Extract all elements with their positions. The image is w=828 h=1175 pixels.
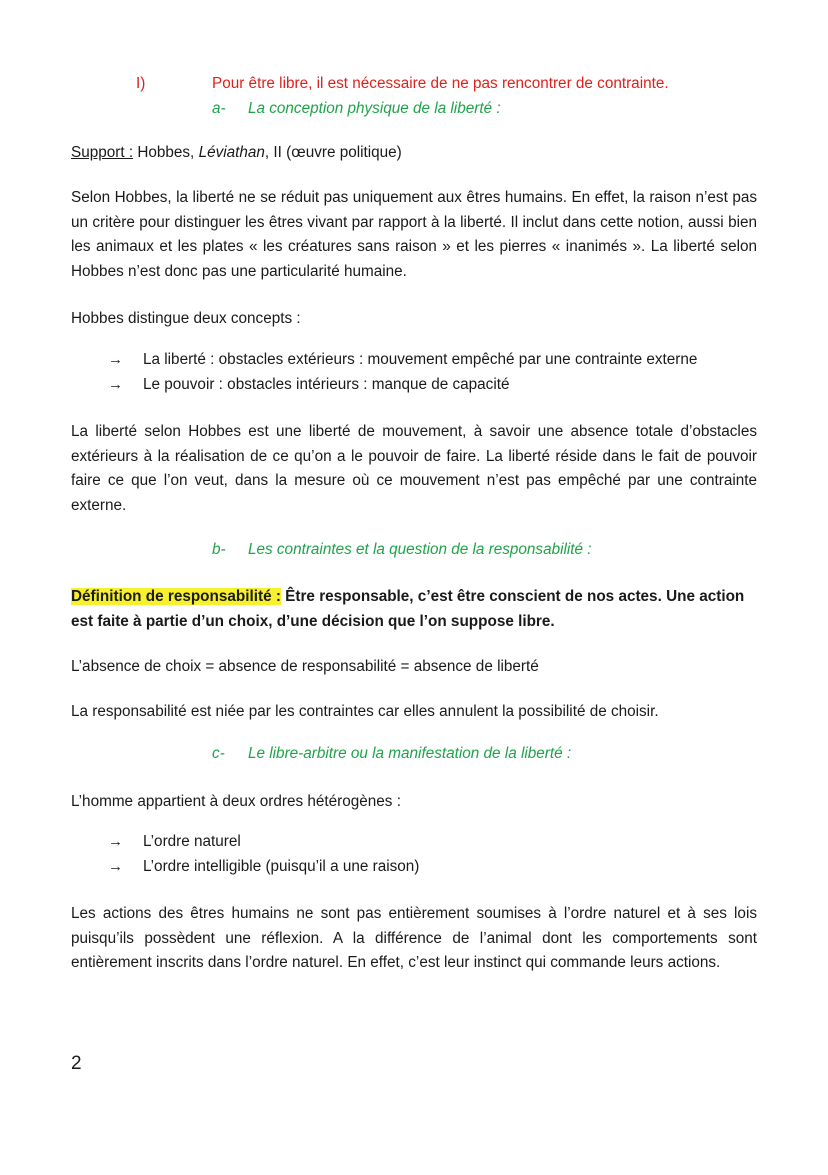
subsection-a-letter: a- (212, 100, 226, 117)
section-number: I) (136, 75, 146, 92)
paragraph-deux-ordres: L’homme appartient à deux ordres hétérogènes : (71, 793, 401, 810)
subsection-b-title: Les contraintes et la question de la responsabilité : (248, 541, 592, 558)
arrow-icon: → (108, 376, 123, 393)
definition-label: Définition de responsabilité : (71, 588, 281, 605)
list-item-ordre-naturel: L’ordre naturel (143, 833, 241, 850)
paragraph-responsabilite-niee: La responsabilité est niée par les contraintes car elles annulent la possibilité de choisir. (71, 703, 659, 720)
support-work: Léviathan (198, 144, 265, 161)
support-author: Hobbes, (137, 144, 195, 161)
list-item-ordre-intelligible: L’ordre intelligible (puisqu’il a une raison) (143, 858, 420, 875)
paragraph-hobbes-intro: Selon Hobbes, la liberté ne se réduit pas uniquement aux êtres humains. En effet, la raison n’est pas un critère pour distinguer les êtres vivant par rapport à la liberté. Il inclut dans cette notion, aussi bien les animaux et les plates « les créatures sans raison » et les pierres « inanimés ». La liberté selon Hobbes n’est donc pas une particularité humaine. (71, 189, 757, 281)
list-item-pouvoir: Le pouvoir : obstacles intérieurs : manque de capacité (143, 376, 510, 393)
support-rest: , II (œuvre politique) (264, 144, 402, 161)
paragraph-liberte-mouvement: La liberté selon Hobbes est une liberté de mouvement, à savoir une absence totale d’obstacles extérieurs à la réalisation de ce qu’on a le pouvoir de faire. La liberté réside dans le fait de pouvoir faire ce que l’on veut, dans la mesure où ce mouvement n’est pas empêché par une contrainte externe. (71, 423, 757, 515)
paragraph-actions-humaines: Les actions des êtres humains ne sont pas entièrement soumises à l’ordre naturel et à ses lois puisqu’ils possèdent une réflexion. A la différence de l’animal dont les comportements sont entièrement inscrits dans l’ordre naturel. En effet, c’est leur instinct qui commande leurs actions. (71, 905, 757, 972)
definition-text: Être responsable, c’est être conscient de nos actes. Une action est faite à partie d’un choix, d’une décision que l’on suppose libre. (71, 588, 745, 630)
arrow-icon: → (108, 833, 123, 850)
subsection-c-letter: c- (212, 745, 225, 762)
section-title: Pour être libre, il est nécessaire de ne pas rencontrer de contrainte. (212, 75, 669, 92)
subsection-a-title: La conception physique de la liberté : (248, 100, 501, 117)
list-item-liberte: La liberté : obstacles extérieurs : mouvement empêché par une contrainte externe (143, 351, 698, 368)
support-line (71, 144, 402, 162)
arrow-icon: → (108, 351, 123, 368)
definition-paragraph (71, 585, 761, 634)
page-number: 2 (71, 1053, 82, 1074)
paragraph-absence-choix: L’absence de choix = absence de responsabilité = absence de liberté (71, 658, 539, 675)
support-label: Support : (71, 144, 134, 161)
arrow-icon: → (108, 858, 123, 875)
paragraph-two-concepts: Hobbes distingue deux concepts : (71, 310, 301, 327)
subsection-c-title: Le libre-arbitre ou la manifestation de la liberté : (248, 745, 572, 762)
subsection-b-letter: b- (212, 541, 226, 558)
